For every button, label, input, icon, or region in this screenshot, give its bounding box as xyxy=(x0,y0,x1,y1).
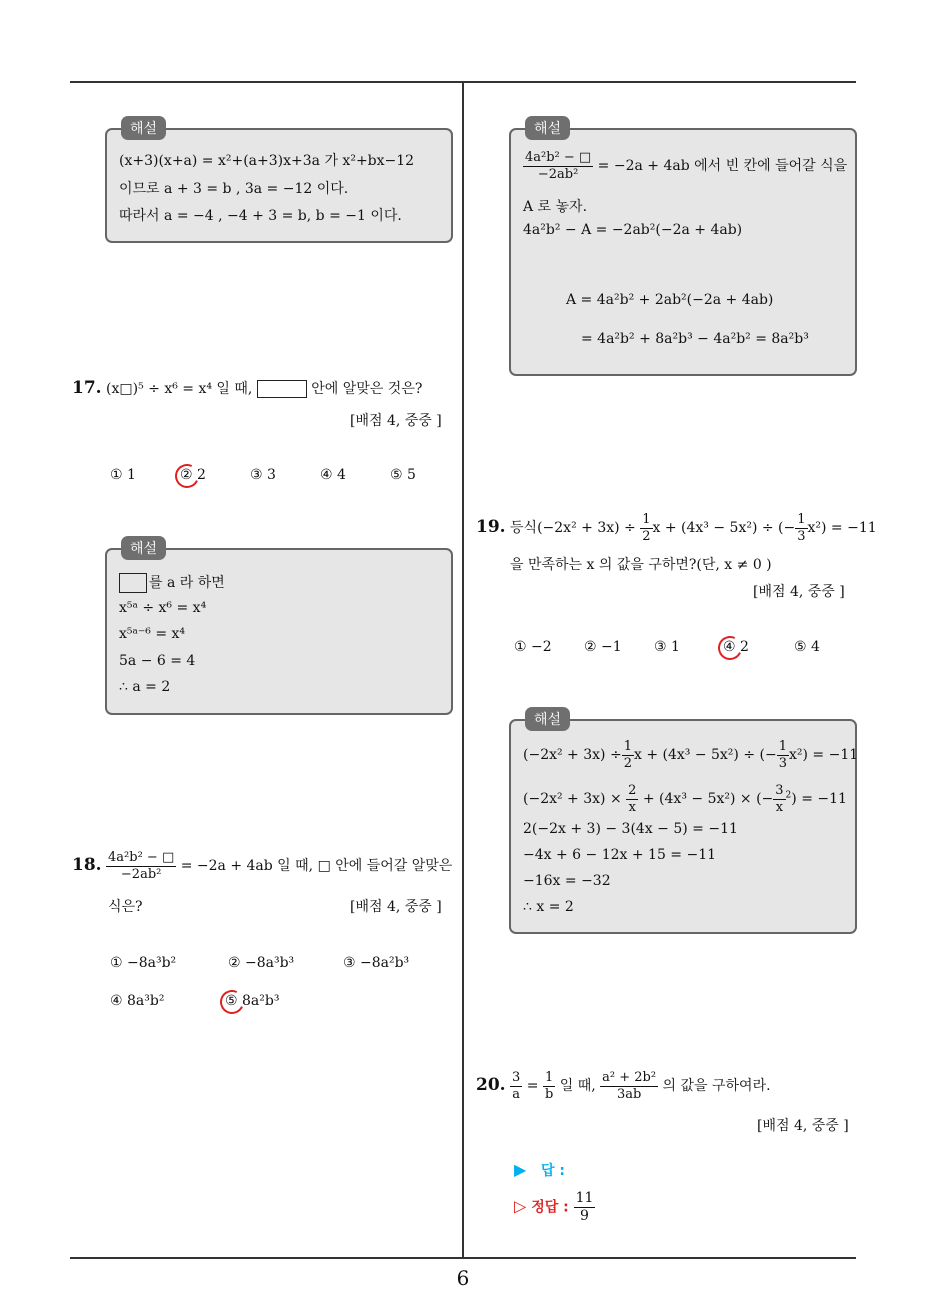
q20-answer-row xyxy=(514,1160,565,1180)
q19-solution-frac-4-num: 3 xyxy=(775,783,784,798)
q17-stem xyxy=(72,378,422,398)
q19-option-2[interactable]: ② −1 xyxy=(584,639,622,655)
q19-score: [배점 4, 중중 ] xyxy=(753,584,845,600)
q20-correct-row xyxy=(514,1190,595,1225)
q16-solution-line-3: 따라서 a = −4 , −4 + 3 = b, b = −1 이다. xyxy=(119,208,402,224)
q20-number: 20. xyxy=(476,1075,506,1096)
q17-answer-mark xyxy=(172,461,203,492)
q19-solution-line-5: −16x = −32 xyxy=(523,873,611,889)
q17-solution-box xyxy=(105,541,453,715)
q19-option-3[interactable]: ③ 1 xyxy=(654,639,680,655)
bottom-rule xyxy=(70,1257,856,1259)
q18-fraction xyxy=(106,850,176,882)
q18-option-3[interactable]: ③ −8a²b³ xyxy=(343,955,410,971)
q20-frac-1 xyxy=(510,1070,522,1102)
q19-solution-frac-3 xyxy=(626,783,638,815)
q18-solution-line-1 xyxy=(523,150,847,182)
column-divider xyxy=(462,82,464,1258)
solution-tag: 해설 xyxy=(525,707,570,731)
q20-stem-post: 의 값을 구하여라. xyxy=(662,1078,771,1095)
q17-score: [배점 4, 중중 ] xyxy=(350,413,442,429)
q17-stem-post: 안에 알맞은 것은? xyxy=(311,381,423,397)
q19-stem-a: 등식(−2x² + 3x) ÷ xyxy=(510,520,636,537)
q16-solution-line-2: 이므로 a + 3 = b , 3a = −12 이다. xyxy=(119,181,349,197)
q18-stem-post: = −2a + 4ab 일 때, □ 안에 들어갈 알맞은 xyxy=(180,858,453,875)
q19-frac-1 xyxy=(640,512,652,544)
q17-blank-box xyxy=(257,380,307,398)
q20-score: [배점 4, 중중 ] xyxy=(757,1118,849,1134)
q19-frac-2 xyxy=(795,512,807,544)
q18-frac-num: 4a²b² − □ xyxy=(108,850,175,865)
q19-frac-2-den: 3 xyxy=(797,528,806,544)
q19-solution-frac-3-num: 2 xyxy=(628,783,637,798)
q20-frac-2 xyxy=(543,1070,555,1102)
solution-tag: 해설 xyxy=(121,116,166,140)
q17-solution-line-2: x⁵ᵃ ÷ x⁶ = x⁴ xyxy=(119,600,207,616)
q20-stem: 20. $\frac{3}{a}$ = $\frac{1}{b}$ 일 때, $\frac{\text{a² + 2b²}}{3ab}$ 의 값을 구하여라. xyxy=(476,1070,771,1102)
q18-score: [배점 4, 중중 ] xyxy=(350,899,442,915)
q19-solution-l1b: x + (4x³ − 5x²) ÷ (− xyxy=(633,747,777,764)
q19-option-1[interactable]: ① −2 xyxy=(514,639,552,655)
q19-solution-l1c: x²) = −11 xyxy=(788,747,859,764)
q20-correct-fraction xyxy=(574,1190,596,1225)
q16-solution-box xyxy=(105,121,453,243)
q20-frac-3 xyxy=(600,1070,658,1102)
q18-frac-den: −2ab² xyxy=(120,866,162,882)
q19-solution-line-2: (−2x² + 3x) × $\frac{2}{x}$ + (4x³ − 5x²) × (− $\frac{3}{x}$ $^2$) = −11 xyxy=(523,783,847,815)
q20-correct-num: 11 xyxy=(575,1190,594,1206)
q19-stem-line-2: 을 만족하는 x 의 값을 구하면?(단, x ≠ 0 ) xyxy=(510,557,772,573)
q17-solution-line-4: 5a − 6 = 4 xyxy=(119,653,196,669)
q18-solution-frac-den: −2ab² xyxy=(537,166,579,182)
q18-answer-mark xyxy=(217,987,248,1018)
q18-solution-line-5: = 4a²b² + 8a²b³ − 4a²b² = 8a²b³ xyxy=(581,331,809,347)
q19-solution-frac-4 xyxy=(773,783,785,815)
q19-solution-frac-2-num: 1 xyxy=(778,739,787,754)
q19-solution-line-6: ∴ x = 2 xyxy=(523,899,574,915)
q20-correct-den: 9 xyxy=(580,1207,589,1224)
q17-option-5[interactable]: ⑤ 5 xyxy=(390,467,416,483)
q19-answer-mark xyxy=(715,633,746,664)
q18-solution-line-4: A = 4a²b² + 2ab²(−2a + 4ab) xyxy=(566,292,774,308)
solution-tag: 해설 xyxy=(525,116,570,140)
q17-solution-line-5: ∴ a = 2 xyxy=(119,679,171,695)
q19-solution-frac-1-den: 2 xyxy=(623,755,632,771)
q18-solution-frac-num: 4a²b² − □ xyxy=(525,150,592,165)
q18-solution-fraction xyxy=(523,150,593,182)
q19-option-4[interactable]: ④ 2 xyxy=(723,639,749,655)
q19-stem-b: x + (4x³ − 5x²) ÷ (− xyxy=(652,520,796,537)
q18-solution-line-1-text: = −2a + 4ab 에서 빈 칸에 들어갈 식을 xyxy=(597,158,848,175)
q18-number: 18. xyxy=(72,855,102,876)
q19-solution-line-4: −4x + 6 − 12x + 15 = −11 xyxy=(523,847,717,863)
q17-stem-pre: (x□)⁵ ÷ x⁶ = x⁴ 일 때, xyxy=(106,381,253,397)
q17-solution-blank-box xyxy=(119,573,147,593)
q19-solution-l2b: + (4x³ − 5x²) × (− xyxy=(642,791,774,808)
q20-frac-1-num: 3 xyxy=(512,1070,521,1085)
q20-frac-2-num: 1 xyxy=(543,1070,555,1087)
q17-option-1[interactable]: ① 1 xyxy=(110,467,136,483)
q20-frac-3-den: 3ab xyxy=(616,1086,642,1102)
q17-solution-line-1 xyxy=(119,572,225,593)
q19-stem xyxy=(476,512,877,544)
q19-solution-l1a: (−2x² + 3x) ÷ xyxy=(523,747,622,764)
q20-answer-label: 답 : xyxy=(540,1163,565,1179)
q19-frac-2-num: 1 xyxy=(797,512,806,527)
q19-solution-l2c: ) = −11 xyxy=(791,791,847,808)
q17-solution-line-3: x⁵ᵃ⁻⁶ = x⁴ xyxy=(119,626,186,642)
q19-solution-frac-1 xyxy=(622,739,634,771)
q16-solution-line-1: (x+3)(x+a) = x²+(a+3)x+3a 가 x²+bx−12 xyxy=(119,153,415,169)
q17-option-2[interactable]: ② 2 xyxy=(180,467,206,483)
q19-solution-frac-3-den: x xyxy=(628,799,636,815)
q19-number: 19. xyxy=(476,517,506,538)
q17-solution-line-1-text: 를 a 라 하면 xyxy=(149,575,225,591)
outline-arrow-icon: ▷ xyxy=(514,1196,527,1216)
q19-stem-c: x²) = −11 xyxy=(807,520,877,537)
play-arrow-icon: ▶ xyxy=(514,1160,527,1179)
q19-solution-frac-4-den: x xyxy=(775,799,784,815)
q19-solution-line-1 xyxy=(523,739,858,771)
q18-option-1[interactable]: ① −8a³b² xyxy=(110,955,177,971)
q19-frac-1-num: 1 xyxy=(642,512,651,527)
q19-frac-1-den: 2 xyxy=(642,528,651,544)
q19-option-5[interactable]: ⑤ 4 xyxy=(794,639,820,655)
q18-option-2[interactable]: ② −8a³b³ xyxy=(228,955,295,971)
q19-solution-box xyxy=(509,712,859,934)
q19-solution-l2a: (−2x² + 3x) × xyxy=(523,791,622,808)
q18-solution-line-2: A 로 놓자. xyxy=(523,199,588,215)
q19-solution-frac-1-num: 1 xyxy=(623,739,632,754)
q18-solution-box xyxy=(509,121,857,376)
q20-frac-3-num: a² + 2b² xyxy=(602,1070,657,1085)
page-number: 6 xyxy=(456,1266,470,1290)
q19-solution-frac-2-den: 3 xyxy=(778,755,787,771)
q18-option-4[interactable]: ④ 8a³b² xyxy=(110,993,165,1009)
q18-option-5[interactable]: ⑤ 8a²b³ xyxy=(225,993,280,1009)
q18-solution-line-3: 4a²b² − A = −2ab²(−2a + 4ab) xyxy=(523,222,743,238)
q17-option-4[interactable]: ④ 4 xyxy=(320,467,346,483)
q20-correct-label: 정답 : xyxy=(531,1199,569,1216)
q17-option-3[interactable]: ③ 3 xyxy=(250,467,276,483)
q18-stem xyxy=(72,850,452,882)
q18-stem-line-2: 식은? xyxy=(108,899,143,915)
q20-frac-1-den: a xyxy=(512,1086,521,1102)
q17-number: 17. xyxy=(72,378,102,398)
solution-tag: 해설 xyxy=(121,536,166,560)
q19-solution-frac-2 xyxy=(777,739,789,771)
q20-stem-mid: 일 때, xyxy=(559,1078,596,1095)
q19-solution-line-3: 2(−2x + 3) − 3(4x − 5) = −11 xyxy=(523,821,738,837)
q20-frac-2-den: b xyxy=(544,1086,554,1102)
